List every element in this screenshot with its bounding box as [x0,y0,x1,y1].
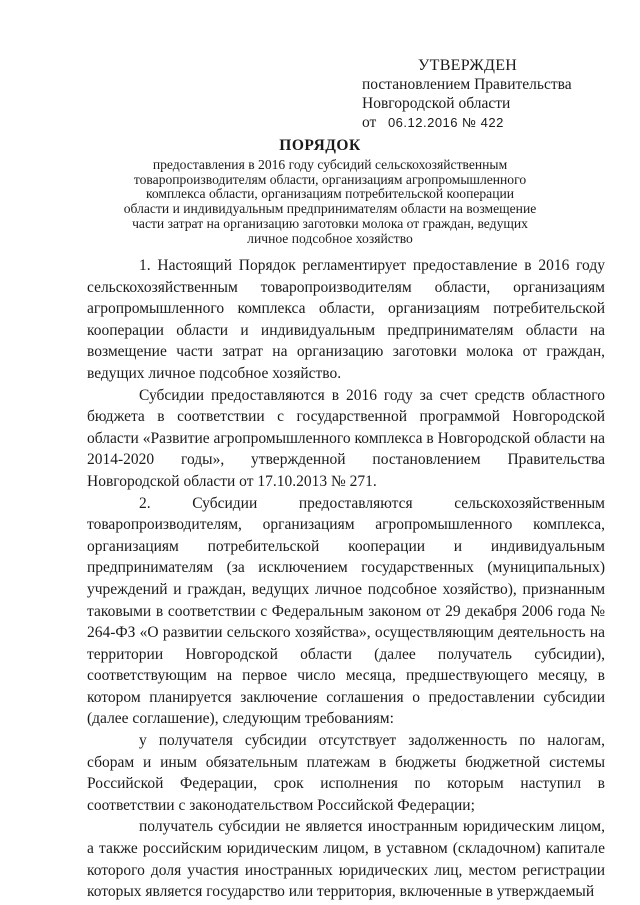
paragraph-1: 1. Настоящий Порядок регламентирует предоставление в 2016 году сельскохозяйственным товаропроизводителям области, организациям агропромышленного комплекса области, организациям потребительской кооперации области и индивидуальным предпринимателям области на возмещение части затрат на организацию заготовки молока от граждан, ведущих личное подсобное хозяйство. [87,257,605,382]
subtitle-line: товаропроизводителям области, организациям агропромышленного [133,171,527,187]
paragraph-4: у получателя субсидии отсутствует задолженность по налогам, сборам и иным обязательным платежам в бюджеты бюджетной системы Российской Федерации, срок исполнения по которым наступил в соответствии с законодательством Российской Федерации; [87,732,605,814]
approval-heading: УТВЕРЖДЕН [418,57,518,74]
subtitle-line: части затрат на организацию заготовки молока от граждан, ведущих [132,215,528,231]
approval-date-number: 06.12.2016 № 422 [387,115,504,130]
paragraph-3: 2. Субсидии предоставляются сельскохозяйственным товаропроизводителям, организациям агропромышленного комплекса, организациям потребительской кооперации и индивидуальным предпринимателям (за исключением государственных (муниципальных) учреждений и граждан, ведущих личное подсобное хозяйство), признанным таковыми в соответствии с Федеральным законом от 29 декабря 2006 года № 264-ФЗ «О развитии сельского хозяйства», осуществляющим деятельность на территории Новгородской области (далее получатель субсидии), соответствующим на первое число месяца, предшествующего месяцу, в котором планируется заключение соглашения о предоставлении субсидии (далее соглашение), следующим требованиям: [87,494,605,728]
approval-line-2: Новгородской области [362,95,511,112]
subtitle-line: комплекса области, организациям потребительской кооперации [145,186,515,202]
subtitle-line: предоставления в 2016 году субсидий сельскохозяйственным [152,157,508,172]
approval-date-line [362,113,612,132]
subtitle-line: личное подсобное хозяйство [247,230,413,246]
paragraph-5: получатель субсидии не является иностранным юридическим лицом, а также российским юридическим лицом, в уставном (складочном) капитале которого доля участия иностранных юридических лиц, местом регистрации которых является государство или территория, включенные в утверждаемый [87,818,605,901]
approval-from: от [362,114,377,131]
subtitle-line: области и индивидуальным предпринимателям области на возмещение [123,201,537,217]
paragraph-2: Субсидии предоставляются в 2016 году за счет средств областного бюджета в соответствии с государственной программой Новгородской области «Развитие агропромышленного комплекса в Новгородской области на 2014-2020 годы», утвержденной постановлением Правительства Новгородской области от 17.10.2013 № 271. [87,386,605,490]
document-title: ПОРЯДОК [279,137,361,154]
approval-line-1: постановлением Правительства [362,76,572,93]
document-subtitle [120,158,540,246]
document-body [87,255,605,903]
approval-stamp [362,56,612,132]
